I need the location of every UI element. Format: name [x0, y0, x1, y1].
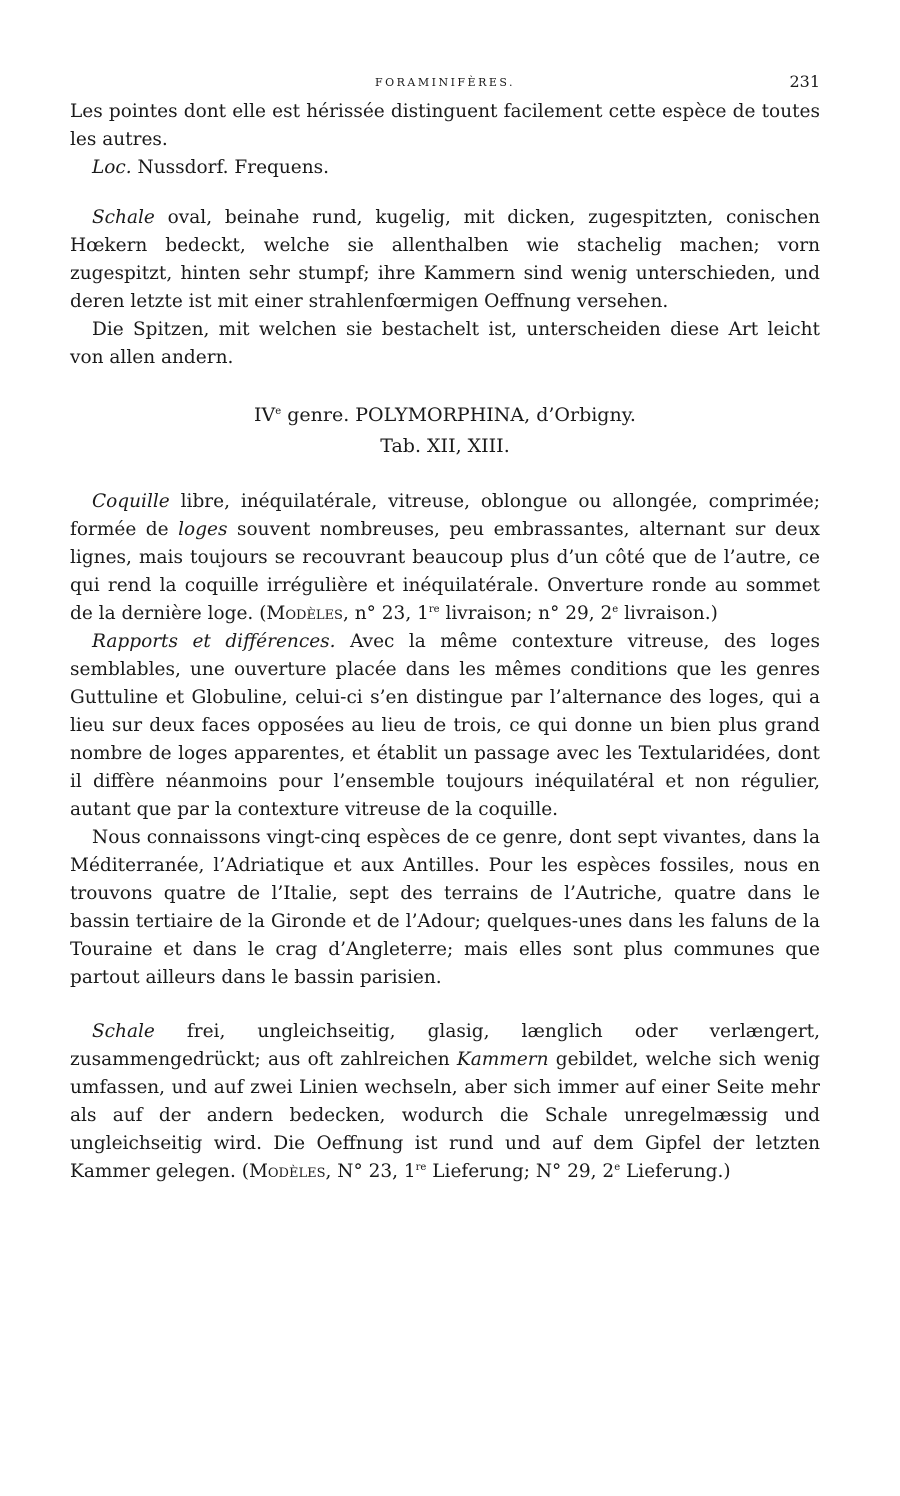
rapports-label: Rapports et différences. [92, 631, 336, 652]
paragraph-text: Les pointes dont elle est hérissée distinguent facilement cette espèce de toutes les autres. [70, 101, 820, 150]
kammern-term: Kammern [456, 1049, 549, 1070]
paragraph-text: souvent nombreuses, peu embrassantes, alternant sur deux lignes, mais toujours se recouvrant beaucoup plus d’un côté que de l’autre, ce qui rend la coquille irrégulière et inéquilatérale. Onverture ronde au sommet de la dernière loge. ( [70, 519, 820, 624]
genre-heading [70, 400, 820, 431]
page-header [70, 72, 820, 96]
modeles-term: Modèles [248, 1161, 326, 1182]
paragraph-text: Avec la même contexture vitreuse, des loges semblables, une ouverture placée dans les mêmes conditions que les genres Guttuline et Globuline, celui-ci s’en distingue par l’alternance des loges, qui a lieu sur deux faces opposées au lieu de trois, ce qui donne un bien plus grand nombre de loges apparentes, et établit un passage avec les Textularidées, dont il diffère néanmoins pour l’ensemble toujours inéquilatéral et non régulier, autant que par la contexture vitreuse de la coquille. [70, 631, 821, 820]
paragraph-german-description [70, 204, 820, 316]
paragraph-text: , n° 23, 1 [342, 603, 429, 624]
genre-title: genre. POLYMORPHINA, d’Orbigny. [281, 404, 636, 426]
paragraph-text: libre, inéquilatérale, vitreuse, oblongue ou allongée, comprimée; formée de [70, 491, 820, 540]
ordinal-sup: re [415, 1162, 427, 1173]
modeles-term: Modèles [266, 603, 343, 624]
locality-label: Loc. [92, 157, 132, 178]
paragraph-rapports [70, 628, 820, 824]
paragraph-text: Die Spitzen, mit welchen sie bestachelt ist, unterscheiden diese Art leicht von allen andern. [70, 319, 820, 368]
paragraph-text: livraison; n° 29, 2 [439, 603, 613, 624]
paragraph-text: gebildet, welche sich wenig umfassen, und auf zwei Linien wechseln, aber sich immer auf einer Seite mehr als auf der andern bedecken, wodurch die Schale unregelmæssig und ungleichseitig wird. Die Oeffnung ist rund und auf dem Gipfel der letzten Kammer gelegen. ( [70, 1049, 820, 1182]
page-number: 231 [789, 72, 820, 91]
loges-term: loges [178, 519, 228, 540]
paragraph-text: oval, beinahe rund, kugelig, mit dicken, zugespitzten, conischen Hœkern bedeckt, welche sie allenthalben wie stachelig machen; vorn zugespitzt, hinten sehr stumpf; ihre Kammern sind wenig unterschieden, und deren letzte ist mit einer strahlenfœrmigen Oeffnung versehen. [70, 207, 820, 312]
paragraph-species-count [70, 824, 820, 992]
schale-label: Schale [92, 207, 155, 228]
plate-reference: Tab. XII, XIII. [380, 435, 510, 457]
paragraph-coquille [70, 488, 820, 628]
ordinal-sup: e [612, 604, 619, 615]
paragraph-text: , N° 23, 1 [325, 1161, 416, 1182]
paragraph-text: Nous connaissons vingt-cinq espèces de ce genre, dont sept vivantes, dans la Méditerranée, l’Adriatique et aux Antilles. Pour les espèces fossiles, nous en trouvons quatre de l’Italie, sept des terrains de l’Autriche, quatre dans le bassin tertiaire de la Gironde et de l’Adour; quelques-unes dans les faluns de la Touraine et dans le crag d’Angleterre; mais elles sont plus communes que partout ailleurs dans le bassin parisien. [70, 827, 820, 988]
paragraph-text: Lieferung; N° 29, 2 [426, 1161, 615, 1182]
locality-text: Nussdorf. Frequens. [131, 157, 330, 178]
paragraph-text: Lieferung.) [620, 1161, 731, 1182]
ordinal-sup: re [428, 604, 440, 615]
paragraph-german-genre-description [70, 1018, 820, 1186]
ordinal-sup: e [614, 1162, 621, 1173]
paragraph-locality [70, 154, 820, 182]
paragraph-text: livraison.) [618, 603, 718, 624]
genre-numeral: IV [254, 404, 276, 426]
page-body [70, 98, 820, 1186]
paragraph-text: frei, ungleichseitig, glasig, længlich oder verlængert, zusammengedrückt; aus oft zahlreichen [70, 1021, 820, 1070]
paragraph-french-species-note [70, 98, 820, 154]
coquille-label: Coquille [92, 491, 170, 512]
genre-numeral-sup: e [275, 406, 282, 417]
paragraph-german-note [70, 316, 820, 372]
running-title: FORAMINIFÈRES. [374, 76, 516, 89]
schale-label: Schale [92, 1021, 155, 1042]
